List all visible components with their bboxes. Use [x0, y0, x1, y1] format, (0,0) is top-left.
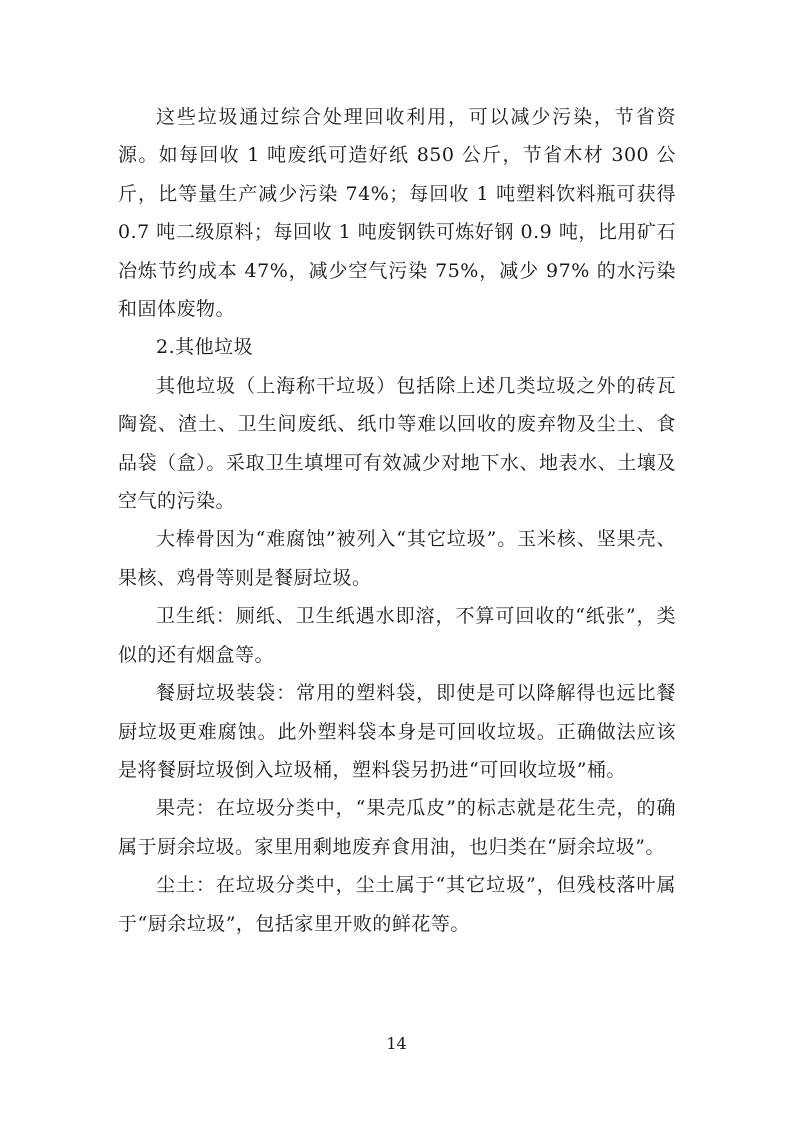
paragraph-fruit-shells: 果壳：在垃圾分类中，“果壳瓜皮”的标志就是花生壳，的确属于厨余垃圾。家里用剩地废弃食用油，也归类在“厨余垃圾”。 — [118, 797, 676, 858]
body-text — [118, 98, 676, 943]
paragraph-toilet-paper: 卫生纸：厕纸、卫生纸遇水即溶，不算可回收的“纸张”，类似的还有烟盒等。 — [118, 605, 676, 666]
paragraph-recycling-benefits: 这些垃圾通过综合处理回收利用，可以减少污染，节省资源。如每回收 1 吨废纸可造好纸 850 公斤，节省木材 300 公斤，比等量生产减少污染 74%；每回收 1 吨塑料饮料瓶可获得 0.7 吨二级原料；每回收 1 吨废钢铁可炼好钢 0.9 吨，比用矿石冶炼节约成本 47%，减少空气污染 75%，减少 97% 的水污染和固体废物。 — [118, 106, 676, 321]
section-heading-other-waste: 2.其他垃圾 — [156, 336, 254, 359]
paragraph-dust: 尘土：在垃圾分类中，尘土属于“其它垃圾”，但残枝落叶属于“厨余垃圾”，包括家里开败的鲜花等。 — [118, 874, 676, 935]
paragraph-other-waste-definition: 其他垃圾（上海称干垃圾）包括除上述几类垃圾之外的砖瓦陶瓷、渣土、卫生间废纸、纸巾等难以回收的废弃物及尘土、食品袋（盒）。采取卫生填埋可有效减少对地下水、地表水、土壤及空气的污染。 — [118, 374, 676, 513]
page-number: 14 — [386, 1034, 407, 1053]
paragraph-big-bones: 大棒骨因为“难腐蚀”被列入“其它垃圾”。玉米核、坚果壳、果核、鸡骨等则是餐厨垃圾。 — [118, 528, 676, 589]
paragraph-kitchen-waste-bags: 餐厨垃圾装袋：常用的塑料袋，即使是可以降解得也远比餐厨垃圾更难腐蚀。此外塑料袋本身是可回收垃圾。正确做法应该是将餐厨垃圾倒入垃圾桶，塑料袋另扔进“可回收垃圾”桶。 — [118, 682, 676, 781]
